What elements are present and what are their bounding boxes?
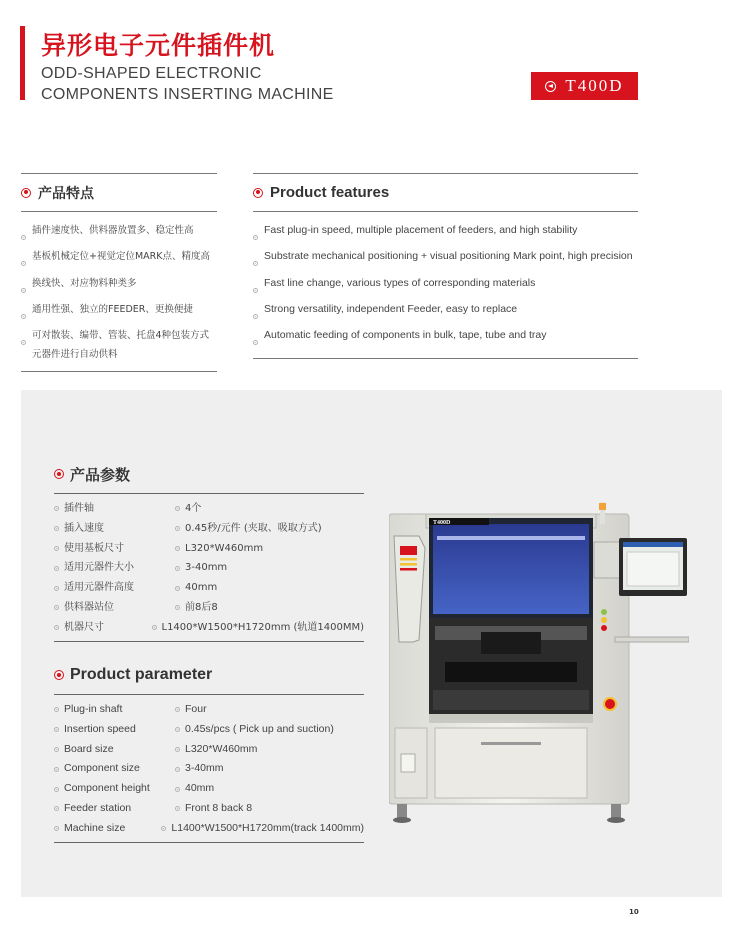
bullet-icon xyxy=(21,235,26,240)
bullet-icon xyxy=(54,506,59,511)
list-item-text: Fast line change, various types of corresponding materials xyxy=(264,276,536,289)
target-icon xyxy=(253,188,263,198)
target-icon xyxy=(21,188,31,198)
bullet-icon xyxy=(54,727,59,732)
list-item-text: 插件速度快、供料器放置多、稳定性高 xyxy=(32,225,194,236)
bullet-icon xyxy=(253,314,258,319)
list-item xyxy=(21,326,217,365)
list-item xyxy=(21,300,217,326)
param-key: Component size xyxy=(64,762,140,775)
machine-model-label: T400D xyxy=(433,520,451,526)
bullet-icon xyxy=(175,727,180,732)
page-title-en xyxy=(41,63,334,105)
list-item xyxy=(21,247,217,273)
param-value: 0.45秒/元件 (夹取、吸取方式) xyxy=(185,522,322,534)
param-key: 插件轴 xyxy=(64,503,94,514)
page-title-en-line2: COMPONENTS INSERTING MACHINE xyxy=(41,86,334,103)
features-en-heading-text: Product features xyxy=(270,184,390,201)
param-value: 4个 xyxy=(185,503,202,514)
param-value: 40mm xyxy=(185,782,215,795)
param-key: Feeder station xyxy=(64,801,132,814)
param-key: 插入速度 xyxy=(64,522,104,534)
table-row xyxy=(54,598,364,618)
params-cn-table xyxy=(54,494,364,642)
bullet-icon xyxy=(175,806,180,811)
params-en-heading xyxy=(54,656,364,695)
bullet-icon xyxy=(175,566,180,571)
bullet-icon xyxy=(54,707,59,712)
param-value: L320*W460mm xyxy=(185,742,258,755)
bullet-icon xyxy=(253,288,258,293)
param-key: 机器尺寸 xyxy=(64,621,104,633)
bullet-icon xyxy=(253,340,258,345)
table-row xyxy=(54,720,364,740)
table-row xyxy=(54,519,364,539)
param-value: 前8后8 xyxy=(185,601,218,613)
list-item-text: Substrate mechanical positioning + visual positioning Mark point, high precision xyxy=(264,250,633,263)
bullet-icon xyxy=(161,826,166,831)
params-cn-heading xyxy=(54,455,364,494)
list-item-text: 可对散装、编带、管装、托盘4种包装方式元器件进行自动供料 xyxy=(32,330,210,361)
bullet-icon xyxy=(175,605,180,610)
bullet-icon xyxy=(175,707,180,712)
features-cn-list xyxy=(21,212,217,372)
param-value: Front 8 back 8 xyxy=(185,801,253,814)
bullet-icon xyxy=(175,506,180,511)
bullet-icon xyxy=(175,767,180,772)
param-key: Insertion speed xyxy=(64,722,136,735)
table-row xyxy=(54,539,364,559)
bullet-icon xyxy=(175,787,180,792)
target-icon xyxy=(54,670,64,680)
list-item xyxy=(253,221,638,247)
page-title-cn: 异形电子元件插件机 xyxy=(41,31,276,60)
bullet-icon xyxy=(253,235,258,240)
param-value: L1400*W1500*H1720mm(track 1400mm) xyxy=(171,821,364,834)
page-number: 10 xyxy=(629,908,639,916)
list-item-text: Strong versatility, independent Feeder, easy to replace xyxy=(264,302,518,315)
param-key: 供料器站位 xyxy=(64,601,114,613)
param-key: 使用基板尺寸 xyxy=(64,542,124,554)
bullet-icon xyxy=(54,586,59,591)
features-cn-heading xyxy=(21,173,217,212)
bullet-icon xyxy=(54,546,59,551)
param-key: Plug-in shaft xyxy=(64,703,123,715)
parameters-panel xyxy=(21,390,722,897)
page-title-en-line1: ODD-SHAPED ELECTRONIC xyxy=(41,65,262,82)
list-item xyxy=(253,247,638,273)
param-value: L1400*W1500*H1720mm (轨道1400MM) xyxy=(161,621,364,633)
bullet-icon xyxy=(175,747,180,752)
features-cn-heading-text: 产品特点 xyxy=(38,185,94,202)
bullet-icon xyxy=(54,767,59,772)
bullet-icon xyxy=(54,787,59,792)
bullet-icon xyxy=(175,586,180,591)
bullet-icon xyxy=(175,546,180,551)
bullet-icon xyxy=(253,261,258,266)
table-row xyxy=(54,759,364,779)
list-item xyxy=(253,326,638,352)
param-key: 适用元器件高度 xyxy=(64,582,134,594)
param-value: 3-40mm xyxy=(185,562,228,574)
title-accent-bar xyxy=(20,26,25,100)
bullet-icon xyxy=(175,526,180,531)
params-en-section xyxy=(54,656,364,843)
bullet-icon xyxy=(152,625,157,630)
list-item xyxy=(21,221,217,247)
features-en-list xyxy=(253,212,638,359)
list-item-text: 基板机械定位+视觉定位MARK点、精度高 xyxy=(32,251,210,263)
target-icon xyxy=(54,469,64,479)
list-item-text: 换线快、对应物料种类多 xyxy=(32,277,137,289)
table-row xyxy=(54,578,364,598)
table-row xyxy=(54,819,364,839)
bullet-icon xyxy=(21,314,26,319)
table-row xyxy=(54,799,364,819)
bullet-icon xyxy=(54,566,59,571)
param-key: 适用元器件大小 xyxy=(64,562,134,574)
params-en-heading-text: Product parameter xyxy=(70,666,213,683)
features-cn-section xyxy=(21,173,217,372)
list-item xyxy=(21,274,217,300)
param-key: Machine size xyxy=(64,821,126,834)
table-row xyxy=(54,558,364,578)
param-value: 0.45s/pcs ( Pick up and suction) xyxy=(185,722,334,735)
model-badge-label: T400D xyxy=(565,76,624,95)
param-value: L320*W460mm xyxy=(185,542,264,554)
features-en-heading xyxy=(253,173,638,212)
bullet-icon xyxy=(54,526,59,531)
param-value: 40mm xyxy=(185,582,218,594)
list-item-text: 通用性强、独立的FEEDER、更换便捷 xyxy=(32,303,193,315)
params-cn-section xyxy=(54,455,364,642)
list-item xyxy=(253,274,638,300)
table-row xyxy=(54,499,364,519)
table-row xyxy=(54,618,364,638)
bullet-icon xyxy=(21,340,26,345)
list-item xyxy=(253,300,638,326)
param-value: 3-40mm xyxy=(185,762,224,775)
param-key: Component height xyxy=(64,782,150,795)
bullet-icon xyxy=(21,261,26,266)
bullet-icon xyxy=(54,625,59,630)
bullet-icon xyxy=(54,826,59,831)
param-value: Four xyxy=(185,703,207,715)
list-item-text: Fast plug-in speed, multiple placement of feeders, and high stability xyxy=(264,224,578,236)
play-circle-icon xyxy=(545,81,556,92)
bullet-icon xyxy=(54,747,59,752)
table-row xyxy=(54,779,364,799)
list-item-text: Automatic feeding of components in bulk, tape, tube and tray xyxy=(264,329,547,342)
table-row xyxy=(54,700,364,720)
bullet-icon xyxy=(54,605,59,610)
param-key: Board size xyxy=(64,742,114,755)
params-en-table xyxy=(54,695,364,843)
table-row xyxy=(54,740,364,760)
bullet-icon xyxy=(54,806,59,811)
model-badge xyxy=(531,72,638,100)
features-en-section xyxy=(253,173,638,359)
params-cn-heading-text: 产品参数 xyxy=(70,465,131,484)
bullet-icon xyxy=(21,288,26,293)
machine-illustration xyxy=(389,502,689,837)
